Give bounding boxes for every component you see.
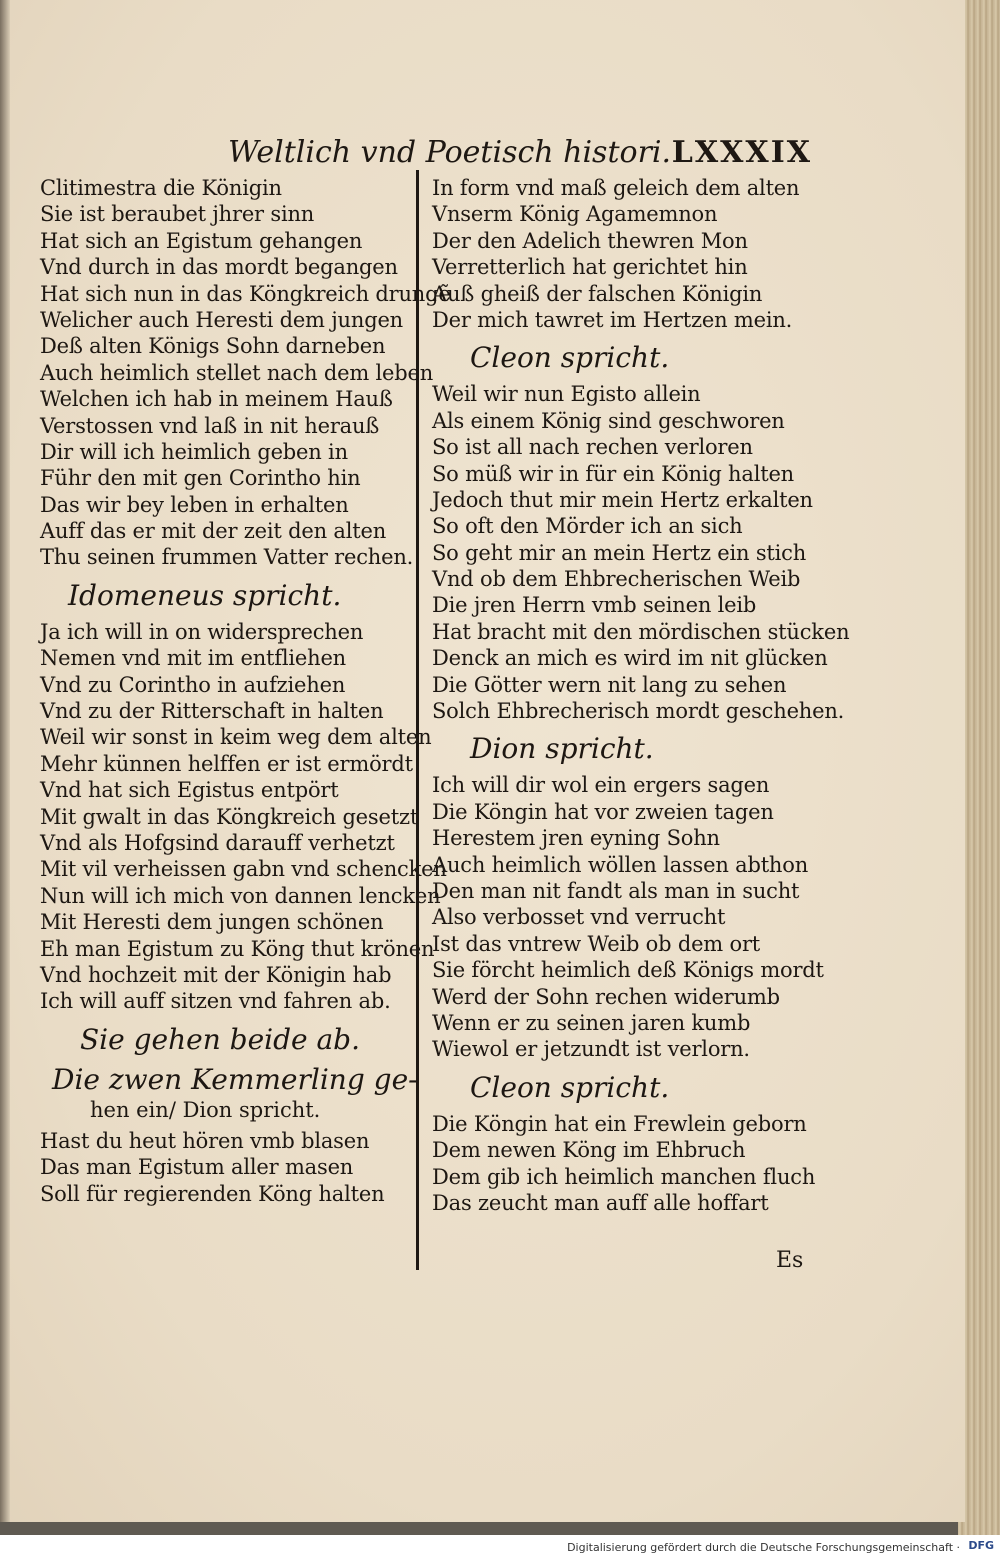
verse-line: Also verbosset vnd verrucht (432, 905, 726, 930)
verse-line: Der den Adelich thewren Mon (432, 228, 748, 253)
verse-line: Sie förcht heimlich deß Königs mordt (432, 958, 824, 983)
speaker-heading: Cleon spricht. (470, 1070, 670, 1104)
verse-line: Ist das vntrew Weib ob dem ort (432, 931, 761, 956)
verse-line: Ich will dir wol ein ergers sagen (432, 773, 770, 798)
verse-line: Den man nit fandt als man in sucht (432, 878, 800, 903)
verse-line: Vnd ob dem Ehbrecherischen Weib (432, 567, 801, 592)
verse-line: Auch heimlich wöllen lassen abthon (432, 852, 809, 877)
verse-line: Führ den mit gen Corintho hin (40, 466, 361, 491)
verse-line: Mit vil verheissen gabn vnd schencken (40, 857, 447, 882)
right-column (432, 175, 850, 1216)
verse-line: Welchen ich hab in meinem Hauß (40, 387, 393, 412)
verse-line: Hat bracht mit den mördischen stücken (432, 619, 850, 644)
digitization-footer (0, 1535, 1000, 1561)
verse-line: Mit Heresti dem jungen schönen (40, 910, 384, 935)
running-title: Weltlich vnd Poetisch histori. (228, 135, 672, 170)
verse-line: Vnd zu Corintho in aufziehen (40, 672, 346, 697)
verse-line: Verretterlich hat gerichtet hin (432, 255, 748, 280)
verse-line: Das man Egistum aller masen (40, 1155, 354, 1180)
speaker-heading: Cleon spricht. (470, 341, 670, 375)
verse-line: Vnd hochzeit mit der Königin hab (40, 962, 392, 987)
speaker-heading: Dion spricht. (470, 732, 654, 766)
verse-line: Vnd zu der Ritterschaft in halten (40, 699, 384, 724)
verse-line: Herestem jren eyning Sohn (432, 826, 720, 851)
verse-line: Verstossen vnd laß in nit herauß (40, 413, 380, 438)
verse-block (432, 381, 850, 724)
verse-line: Soll für regierenden Köng halten (40, 1181, 385, 1206)
verse-line: So oft den Mörder ich an sich (432, 514, 743, 539)
dfg-logo: DFG (968, 1539, 994, 1552)
running-head (228, 135, 818, 175)
stage-direction: Die zwen Kemmerling ge- (52, 1062, 418, 1096)
verse-line: Als einem König sind geschworen (432, 408, 785, 433)
verse-line: Auff das er mit der zeit den alten (40, 519, 387, 544)
speaker-heading: Idomeneus spricht. (68, 578, 342, 612)
verse-block (40, 1128, 420, 1207)
verse-line: Dir will ich heimlich geben in (40, 439, 348, 464)
verse-line: Das zeucht man auff alle hoffart (432, 1190, 769, 1215)
verse-line: Die Köngin hat vor zweien tagen (432, 799, 774, 824)
verse-line: Jedoch thut mir mein Hertz erkalten (432, 487, 813, 512)
verse-line: Solch Ehbrecherisch mordt geschehen. (432, 699, 845, 724)
verse-line: So geht mir an mein Hertz ein stich (432, 540, 807, 565)
verse-line: Hast du heut hören vmb blasen (40, 1128, 370, 1153)
folio-number: LXXXIX (671, 135, 812, 170)
catchword: Es (776, 1248, 804, 1273)
verse-line: Dem gib ich heimlich manchen fluch (432, 1164, 816, 1189)
verse-line: Vnd hat sich Egistus entpört (40, 778, 339, 803)
verse-line: Vnd als Hofgsind darauff verhetzt (40, 830, 395, 855)
verse-line: Ja ich will in on widersprechen (40, 619, 364, 644)
verse-line: Denck an mich es wird im nit glücken (432, 646, 828, 671)
verse-block (432, 772, 824, 1062)
verse-line: Die Götter wern nit lang zu sehen (432, 672, 787, 697)
verse-line: Dem newen Köng im Ehbruch (432, 1138, 746, 1163)
verse-line: Weil wir nun Egisto allein (432, 382, 701, 407)
verse-line: Welicher auch Heresti dem jungen (40, 307, 403, 332)
verse-line: Der mich tawret im Hertzen mein. (432, 307, 793, 332)
verse-line: Deß alten Königs Sohn darneben (40, 334, 386, 359)
verse-block (40, 619, 447, 1015)
verse-line: Die jren Herrn vmb seinen leib (432, 593, 757, 618)
verse-line: In form vnd maß geleich dem alten (432, 176, 800, 200)
verse-line: So ist all nach rechen verloren (432, 435, 753, 460)
verse-line: Wenn er zu seinen jaren kumb (432, 1010, 751, 1035)
binding-shadow (0, 0, 10, 1522)
verse-line: Mit gwalt in das Köngkreich gesetzt (40, 804, 419, 829)
verse-line: Clitimestra die Königin (40, 176, 282, 200)
verse-line: Ich will auff sitzen vnd fahren ab. (40, 989, 391, 1014)
verse-line: Nun will ich mich von dannen lencken (40, 883, 441, 908)
verse-block (40, 175, 451, 571)
verse-line: Hat sich an Egistum gehangen (40, 228, 363, 253)
verse-block (432, 175, 812, 333)
verse-line: Nemen vnd mit im entfliehen (40, 646, 347, 671)
verse-line: Auß gheiß der falschen Königin (432, 281, 763, 306)
verse-line: Thu seinen frummen Vatter rechen. (40, 545, 414, 570)
verse-line: Vnd durch in das mordt begangen (40, 255, 398, 280)
stage-direction: Sie gehen beide ab. (80, 1022, 360, 1056)
verse-line: Weil wir sonst in keim weg dem alten (40, 725, 432, 750)
left-column (40, 175, 451, 1207)
verse-line: Wiewol er jetzundt ist verlorn. (432, 1037, 750, 1062)
verse-line: Vnserm König Agamemnon (432, 202, 718, 227)
footer-credit: Digitalisierung gefördert durch die Deutsche Forschungsgemeinschaft · (567, 1541, 960, 1554)
verse-block (432, 1111, 816, 1217)
verse-line: Die Köngin hat ein Frewlein geborn (432, 1111, 807, 1136)
verse-line: So müß wir in für ein König halten (432, 461, 795, 486)
verse-line: Eh man Egistum zu Köng thut krönen (40, 936, 435, 961)
verse-line: Werd der Sohn rechen widerumb (432, 984, 780, 1009)
verse-line: Sie ist beraubet jhrer sinn (40, 202, 315, 227)
verse-line: Auch heimlich stellet nach dem leben (40, 360, 434, 385)
verse-line: Hat sich nun in das Köngkreich drungẽ (40, 281, 451, 306)
stage-direction-continued: hen ein/ Dion spricht. (90, 1097, 321, 1122)
verse-line: Das wir bey leben in erhalten (40, 492, 349, 517)
verse-line: Mehr künnen helffen er ist ermördt (40, 751, 413, 776)
